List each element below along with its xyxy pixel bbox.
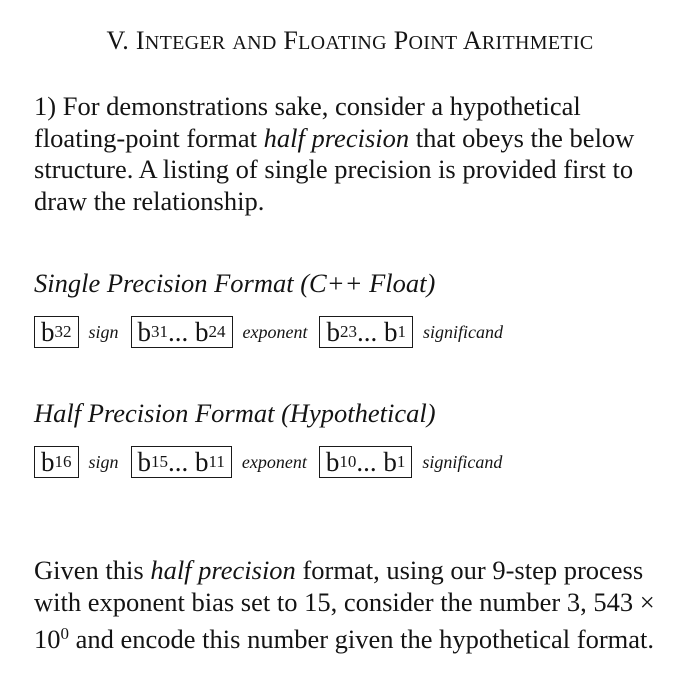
single-exponent-bits-box: b 31 ... b 24 [131, 316, 233, 348]
half-exponent-label: exponent [241, 451, 307, 472]
question-emphasis: half precision [150, 555, 296, 585]
single-exponent-label: exponent [242, 321, 308, 342]
section-heading [0, 26, 700, 56]
intro-paragraph: 1) For demonstrations sake, consider a hypothetical floating-point format half precision that obeys the below structure. A listing of single precision is provided first to draw the relationship. [34, 91, 635, 216]
heading-word: POINT [393, 26, 458, 55]
heading-word: FLOATING [283, 26, 387, 55]
single-significand-bits-box: b 23 ... b 1 [319, 316, 413, 348]
section-numeral: V. [106, 26, 130, 55]
heading-word: ARITHMETIC [462, 26, 594, 55]
heading-word: INTEGER [135, 26, 226, 55]
single-sign-label: sign [88, 321, 119, 342]
power-exponent: 0 [60, 624, 69, 643]
half-precision-layout [34, 443, 514, 481]
heading-word: AND [232, 32, 277, 54]
half-significand-label: significand [422, 451, 503, 472]
half-significand-bits-box: b 10 ... b 1 [319, 446, 413, 478]
single-precision-layout [34, 313, 515, 351]
single-sign-bit-box: b 32 [34, 316, 79, 348]
half-sign-bit-box: b 16 [34, 446, 79, 478]
half-sign-label: sign [88, 451, 119, 472]
single-precision-title: Single Precision Format (C++ Float) [34, 268, 436, 298]
half-precision-title: Half Precision Format (Hypothetical) [34, 398, 436, 428]
single-significand-label: significand [422, 321, 503, 342]
half-exponent-bits-box: b 15 ... b 11 [131, 446, 232, 478]
intro-emphasis: half precision [263, 122, 410, 153]
question-paragraph: Given this half precision format, using our 9-step process with exponent bias set to 15, consider the number 3, $543 \times 10^0$ and encode this number given the hypothetical format. [34, 555, 655, 654]
